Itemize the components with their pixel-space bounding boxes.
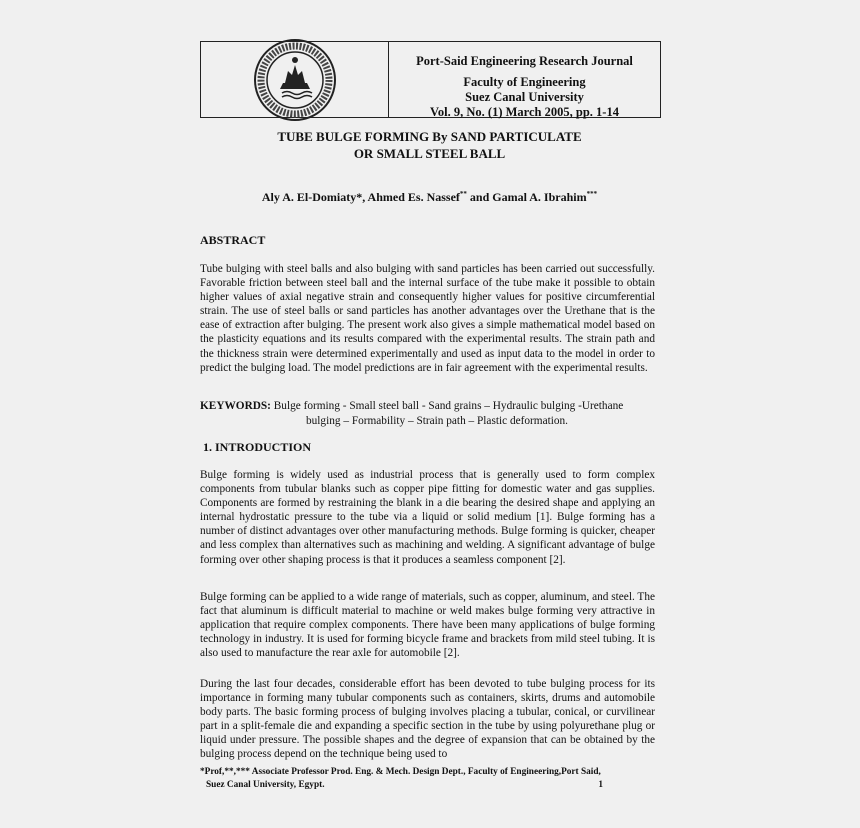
author-1-mark: ** — [459, 190, 467, 198]
keywords — [200, 399, 659, 429]
author-2: and Gamal A. Ibrahim — [466, 190, 587, 204]
abstract-heading: ABSTRACT — [200, 233, 266, 247]
keywords-label: KEYWORDS: — [200, 400, 271, 412]
author-2-mark: *** — [586, 190, 598, 198]
title-line-1: TUBE BULGE FORMING By SAND PARTICULATE — [277, 129, 582, 144]
journal-info — [389, 42, 660, 117]
author-1: Aly A. El-Domiaty*, Ahmed Es. Nassef — [261, 190, 460, 204]
affiliation-line-2: Suez Canal University, Egypt. — [206, 780, 325, 790]
intro-paragraph-3: During the last four decades, considerable effort has been devoted to tube bulging process for its importance in forming many tubular components such as containers, skirts, drums and automobile body parts. The basic forming process of bulging involves placing a tubular, conical, or curvilinear part in a split-female die and expanding a specific section in the tube by using polyurethane plug or liquid under pressure. The possible shapes and the degree of expansion that can be obtained by the bulging process depend on the technique being used to — [200, 678, 655, 761]
abstract-text: Tube bulging with steel balls and also bulging with sand particles has been carried out successfully. Favorable friction between steel ball and the internal surface of the tube make it possible to obtain higher values of axial negative strain and consequently higher values for positive circumferential strain. The use of steel balls or sand particles has another advantages over the Urethane that is the ease of extraction after bulging. The present work also gives a simple mathematical model based on the plasticity equations and its results compared with the experimental results. The strain path and the thickness strain were determined experimentally and used as input data to the model in order to predict the bulging load. The model predictions are in fair agreement with the experimental results. — [200, 263, 655, 374]
journal-header — [200, 41, 661, 118]
intro-paragraph-2: Bulge forming can be applied to a wide range of materials, such as copper, aluminum, and steel. The fact that aluminum is difficult material to machine or weld makes bulge forming very attractive in application that require complex components. There have been many applications of bulge forming technology in industry. It is used for forming bicycle frame and brackets from mild steel tubing. It is also used to manufacture the rear axle for automobile [2]. — [200, 591, 655, 660]
introduction-heading: 1. INTRODUCTION — [203, 440, 312, 454]
journal-name: Port-Said Engineering Research Journal — [416, 54, 633, 68]
keywords-line-1: Bulge forming - Small steel ball - Sand grains – Hydraulic bulging -Urethane — [270, 400, 624, 412]
footnote — [200, 766, 659, 792]
keywords-line-2: bulging – Formability – Strain path – Plastic deformation. — [306, 415, 568, 427]
paper-title — [200, 128, 659, 162]
title-line-2: OR SMALL STEEL BALL — [353, 146, 506, 161]
volume-info: Vol. 9, No. (1) March 2005, pp. 1-14 — [430, 105, 619, 119]
faculty-name: Faculty of Engineering — [463, 75, 586, 89]
university-seal-icon — [252, 37, 338, 123]
university-name: Suez Canal University — [465, 90, 584, 104]
intro-paragraph-1: Bulge forming is widely used as industrial process that is generally used to form complex components from tubular blanks such as copper pipe fitting for domestic water and gas supplies. Components are formed by restraining the blank in a die bearing the desired shape and applying an internal hydrostatic pressure to the tube via a liquid or solid medium [1]. Bulge forming has a number of distinct advantages over other manufacturing methods. Bulge forming is quicker, cheaper and less complex than alternatives such as machining and welding. A significant advantage of bulge forming over other shaping process is that it produces a seamless component [2]. — [200, 469, 655, 566]
author-list — [200, 190, 659, 205]
page-number: 1 — [598, 780, 603, 790]
university-logo-cell — [201, 42, 389, 117]
affiliation-line-1: *Prof,**,*** Associate Professor Prod. Eng. & Mech. Design Dept., Faculty of Engineering,Port Said, — [200, 767, 601, 777]
